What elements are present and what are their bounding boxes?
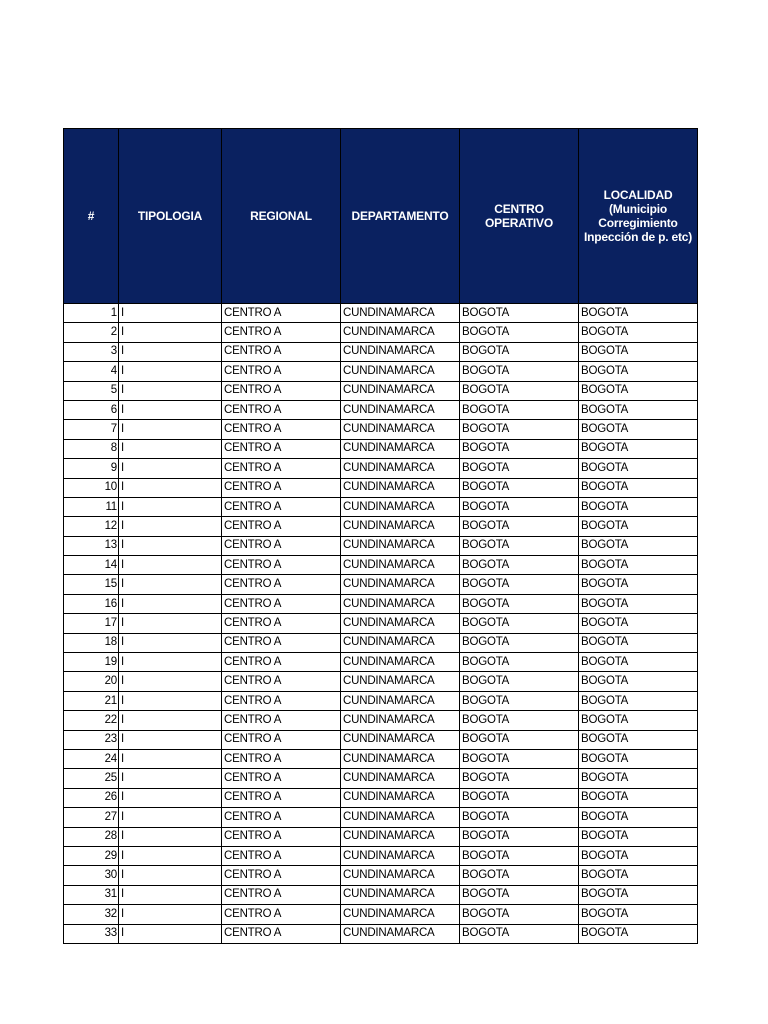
cell-num: 27 bbox=[64, 808, 119, 827]
cell-localidad: BOGOTA bbox=[579, 614, 698, 633]
cell-num: 32 bbox=[64, 905, 119, 924]
cell-tipologia: I bbox=[119, 691, 222, 710]
cell-centro-operativo: BOGOTA bbox=[460, 304, 579, 323]
cell-tipologia: I bbox=[119, 711, 222, 730]
cell-localidad: BOGOTA bbox=[579, 420, 698, 439]
cell-num: 29 bbox=[64, 846, 119, 865]
cell-departamento: CUNDINAMARCA bbox=[341, 439, 460, 458]
cell-departamento: CUNDINAMARCA bbox=[341, 556, 460, 575]
table-row bbox=[64, 575, 698, 594]
cell-regional: CENTRO A bbox=[222, 885, 341, 904]
table-body bbox=[64, 304, 698, 944]
cell-tipologia: I bbox=[119, 459, 222, 478]
table-row bbox=[64, 304, 698, 323]
cell-centro-operativo: BOGOTA bbox=[460, 769, 579, 788]
cell-departamento: CUNDINAMARCA bbox=[341, 381, 460, 400]
cell-regional: CENTRO A bbox=[222, 536, 341, 555]
cell-num: 14 bbox=[64, 556, 119, 575]
cell-localidad: BOGOTA bbox=[579, 808, 698, 827]
cell-localidad: BOGOTA bbox=[579, 304, 698, 323]
cell-num: 11 bbox=[64, 497, 119, 516]
cell-regional: CENTRO A bbox=[222, 653, 341, 672]
cell-centro-operativo: BOGOTA bbox=[460, 711, 579, 730]
table-header bbox=[64, 129, 698, 304]
cell-tipologia: I bbox=[119, 905, 222, 924]
cell-centro-operativo: BOGOTA bbox=[460, 866, 579, 885]
cell-regional: CENTRO A bbox=[222, 769, 341, 788]
cell-tipologia: I bbox=[119, 439, 222, 458]
table-row bbox=[64, 769, 698, 788]
cell-tipologia: I bbox=[119, 769, 222, 788]
cell-localidad: BOGOTA bbox=[579, 594, 698, 613]
cell-centro-operativo: BOGOTA bbox=[460, 497, 579, 516]
cell-tipologia: I bbox=[119, 478, 222, 497]
cell-departamento: CUNDINAMARCA bbox=[341, 594, 460, 613]
table-row bbox=[64, 730, 698, 749]
table-row bbox=[64, 478, 698, 497]
table-row bbox=[64, 672, 698, 691]
cell-departamento: CUNDINAMARCA bbox=[341, 885, 460, 904]
table-row bbox=[64, 827, 698, 846]
cell-regional: CENTRO A bbox=[222, 304, 341, 323]
cell-regional: CENTRO A bbox=[222, 575, 341, 594]
cell-num: 9 bbox=[64, 459, 119, 478]
cell-regional: CENTRO A bbox=[222, 730, 341, 749]
cell-tipologia: I bbox=[119, 381, 222, 400]
cell-localidad: BOGOTA bbox=[579, 885, 698, 904]
cell-localidad: BOGOTA bbox=[579, 788, 698, 807]
header-row bbox=[64, 129, 698, 304]
cell-centro-operativo: BOGOTA bbox=[460, 556, 579, 575]
table-row bbox=[64, 633, 698, 652]
cell-centro-operativo: BOGOTA bbox=[460, 594, 579, 613]
cell-centro-operativo: BOGOTA bbox=[460, 400, 579, 419]
header-centro-operativo: CENTRO OPERATIVO bbox=[460, 129, 579, 304]
cell-regional: CENTRO A bbox=[222, 594, 341, 613]
cell-num: 26 bbox=[64, 788, 119, 807]
cell-num: 25 bbox=[64, 769, 119, 788]
cell-regional: CENTRO A bbox=[222, 420, 341, 439]
cell-tipologia: I bbox=[119, 885, 222, 904]
cell-tipologia: I bbox=[119, 497, 222, 516]
cell-departamento: CUNDINAMARCA bbox=[341, 478, 460, 497]
table-row bbox=[64, 594, 698, 613]
cell-num: 31 bbox=[64, 885, 119, 904]
cell-localidad: BOGOTA bbox=[579, 672, 698, 691]
cell-localidad: BOGOTA bbox=[579, 478, 698, 497]
cell-tipologia: I bbox=[119, 517, 222, 536]
cell-tipologia: I bbox=[119, 788, 222, 807]
cell-tipologia: I bbox=[119, 924, 222, 943]
cell-departamento: CUNDINAMARCA bbox=[341, 827, 460, 846]
cell-localidad: BOGOTA bbox=[579, 362, 698, 381]
cell-regional: CENTRO A bbox=[222, 614, 341, 633]
cell-tipologia: I bbox=[119, 614, 222, 633]
cell-num: 15 bbox=[64, 575, 119, 594]
cell-departamento: CUNDINAMARCA bbox=[341, 653, 460, 672]
cell-tipologia: I bbox=[119, 323, 222, 342]
cell-departamento: CUNDINAMARCA bbox=[341, 633, 460, 652]
header-num: # bbox=[64, 129, 119, 304]
cell-regional: CENTRO A bbox=[222, 323, 341, 342]
cell-num: 6 bbox=[64, 400, 119, 419]
cell-localidad: BOGOTA bbox=[579, 653, 698, 672]
table-row bbox=[64, 439, 698, 458]
cell-localidad: BOGOTA bbox=[579, 846, 698, 865]
cell-centro-operativo: BOGOTA bbox=[460, 381, 579, 400]
cell-centro-operativo: BOGOTA bbox=[460, 342, 579, 361]
cell-regional: CENTRO A bbox=[222, 672, 341, 691]
cell-tipologia: I bbox=[119, 594, 222, 613]
table-row bbox=[64, 905, 698, 924]
cell-num: 20 bbox=[64, 672, 119, 691]
cell-tipologia: I bbox=[119, 730, 222, 749]
cell-centro-operativo: BOGOTA bbox=[460, 653, 579, 672]
cell-num: 33 bbox=[64, 924, 119, 943]
cell-num: 5 bbox=[64, 381, 119, 400]
cell-centro-operativo: BOGOTA bbox=[460, 788, 579, 807]
cell-num: 1 bbox=[64, 304, 119, 323]
cell-tipologia: I bbox=[119, 420, 222, 439]
table-row bbox=[64, 808, 698, 827]
cell-num: 13 bbox=[64, 536, 119, 555]
cell-num: 10 bbox=[64, 478, 119, 497]
cell-tipologia: I bbox=[119, 575, 222, 594]
cell-num: 8 bbox=[64, 439, 119, 458]
cell-departamento: CUNDINAMARCA bbox=[341, 323, 460, 342]
cell-tipologia: I bbox=[119, 536, 222, 555]
cell-departamento: CUNDINAMARCA bbox=[341, 575, 460, 594]
cell-departamento: CUNDINAMARCA bbox=[341, 749, 460, 768]
cell-centro-operativo: BOGOTA bbox=[460, 459, 579, 478]
cell-localidad: BOGOTA bbox=[579, 439, 698, 458]
cell-tipologia: I bbox=[119, 749, 222, 768]
table-row bbox=[64, 459, 698, 478]
cell-localidad: BOGOTA bbox=[579, 459, 698, 478]
cell-centro-operativo: BOGOTA bbox=[460, 517, 579, 536]
cell-num: 16 bbox=[64, 594, 119, 613]
cell-regional: CENTRO A bbox=[222, 788, 341, 807]
cell-centro-operativo: BOGOTA bbox=[460, 846, 579, 865]
cell-num: 17 bbox=[64, 614, 119, 633]
cell-tipologia: I bbox=[119, 808, 222, 827]
cell-num: 22 bbox=[64, 711, 119, 730]
cell-localidad: BOGOTA bbox=[579, 924, 698, 943]
table-row bbox=[64, 614, 698, 633]
cell-num: 7 bbox=[64, 420, 119, 439]
cell-num: 12 bbox=[64, 517, 119, 536]
cell-num: 30 bbox=[64, 866, 119, 885]
cell-departamento: CUNDINAMARCA bbox=[341, 536, 460, 555]
cell-tipologia: I bbox=[119, 304, 222, 323]
table-row bbox=[64, 711, 698, 730]
table-row bbox=[64, 342, 698, 361]
cell-tipologia: I bbox=[119, 556, 222, 575]
cell-centro-operativo: BOGOTA bbox=[460, 439, 579, 458]
cell-localidad: BOGOTA bbox=[579, 905, 698, 924]
cell-centro-operativo: BOGOTA bbox=[460, 614, 579, 633]
cell-localidad: BOGOTA bbox=[579, 633, 698, 652]
cell-num: 3 bbox=[64, 342, 119, 361]
cell-departamento: CUNDINAMARCA bbox=[341, 614, 460, 633]
cell-localidad: BOGOTA bbox=[579, 575, 698, 594]
table-row bbox=[64, 381, 698, 400]
cell-centro-operativo: BOGOTA bbox=[460, 478, 579, 497]
cell-tipologia: I bbox=[119, 653, 222, 672]
header-localidad: LOCALIDAD (Municipio Corregimiento Inpección de p. etc) bbox=[579, 129, 698, 304]
cell-departamento: CUNDINAMARCA bbox=[341, 672, 460, 691]
cell-num: 28 bbox=[64, 827, 119, 846]
cell-centro-operativo: BOGOTA bbox=[460, 575, 579, 594]
cell-tipologia: I bbox=[119, 866, 222, 885]
cell-centro-operativo: BOGOTA bbox=[460, 905, 579, 924]
header-tipologia: TIPOLOGIA bbox=[119, 129, 222, 304]
cell-centro-operativo: BOGOTA bbox=[460, 691, 579, 710]
cell-centro-operativo: BOGOTA bbox=[460, 536, 579, 555]
table-row bbox=[64, 400, 698, 419]
table-row bbox=[64, 924, 698, 943]
cell-departamento: CUNDINAMARCA bbox=[341, 769, 460, 788]
cell-regional: CENTRO A bbox=[222, 749, 341, 768]
cell-num: 19 bbox=[64, 653, 119, 672]
cell-localidad: BOGOTA bbox=[579, 381, 698, 400]
cell-localidad: BOGOTA bbox=[579, 691, 698, 710]
table-row bbox=[64, 517, 698, 536]
cell-regional: CENTRO A bbox=[222, 924, 341, 943]
cell-centro-operativo: BOGOTA bbox=[460, 420, 579, 439]
cell-localidad: BOGOTA bbox=[579, 556, 698, 575]
table-row bbox=[64, 653, 698, 672]
data-table bbox=[63, 128, 698, 944]
cell-centro-operativo: BOGOTA bbox=[460, 323, 579, 342]
cell-departamento: CUNDINAMARCA bbox=[341, 362, 460, 381]
cell-regional: CENTRO A bbox=[222, 691, 341, 710]
cell-regional: CENTRO A bbox=[222, 342, 341, 361]
cell-centro-operativo: BOGOTA bbox=[460, 808, 579, 827]
cell-regional: CENTRO A bbox=[222, 439, 341, 458]
cell-centro-operativo: BOGOTA bbox=[460, 749, 579, 768]
cell-departamento: CUNDINAMARCA bbox=[341, 304, 460, 323]
cell-localidad: BOGOTA bbox=[579, 323, 698, 342]
cell-regional: CENTRO A bbox=[222, 381, 341, 400]
cell-num: 18 bbox=[64, 633, 119, 652]
cell-tipologia: I bbox=[119, 827, 222, 846]
cell-tipologia: I bbox=[119, 672, 222, 691]
cell-departamento: CUNDINAMARCA bbox=[341, 342, 460, 361]
cell-num: 24 bbox=[64, 749, 119, 768]
cell-localidad: BOGOTA bbox=[579, 866, 698, 885]
cell-centro-operativo: BOGOTA bbox=[460, 924, 579, 943]
cell-departamento: CUNDINAMARCA bbox=[341, 808, 460, 827]
table-row bbox=[64, 788, 698, 807]
header-regional: REGIONAL bbox=[222, 129, 341, 304]
cell-centro-operativo: BOGOTA bbox=[460, 885, 579, 904]
cell-centro-operativo: BOGOTA bbox=[460, 827, 579, 846]
cell-regional: CENTRO A bbox=[222, 478, 341, 497]
table-row bbox=[64, 866, 698, 885]
cell-departamento: CUNDINAMARCA bbox=[341, 497, 460, 516]
cell-centro-operativo: BOGOTA bbox=[460, 362, 579, 381]
cell-localidad: BOGOTA bbox=[579, 517, 698, 536]
cell-tipologia: I bbox=[119, 633, 222, 652]
cell-regional: CENTRO A bbox=[222, 866, 341, 885]
table-row bbox=[64, 691, 698, 710]
cell-localidad: BOGOTA bbox=[579, 342, 698, 361]
header-departamento: DEPARTAMENTO bbox=[341, 129, 460, 304]
cell-departamento: CUNDINAMARCA bbox=[341, 905, 460, 924]
cell-regional: CENTRO A bbox=[222, 827, 341, 846]
cell-departamento: CUNDINAMARCA bbox=[341, 691, 460, 710]
table-row bbox=[64, 420, 698, 439]
cell-tipologia: I bbox=[119, 342, 222, 361]
cell-regional: CENTRO A bbox=[222, 362, 341, 381]
cell-localidad: BOGOTA bbox=[579, 711, 698, 730]
cell-tipologia: I bbox=[119, 400, 222, 419]
table-row bbox=[64, 885, 698, 904]
cell-regional: CENTRO A bbox=[222, 497, 341, 516]
cell-regional: CENTRO A bbox=[222, 808, 341, 827]
cell-departamento: CUNDINAMARCA bbox=[341, 924, 460, 943]
cell-num: 4 bbox=[64, 362, 119, 381]
table-row bbox=[64, 536, 698, 555]
cell-localidad: BOGOTA bbox=[579, 400, 698, 419]
cell-regional: CENTRO A bbox=[222, 846, 341, 865]
cell-localidad: BOGOTA bbox=[579, 497, 698, 516]
cell-departamento: CUNDINAMARCA bbox=[341, 866, 460, 885]
cell-regional: CENTRO A bbox=[222, 556, 341, 575]
table-row bbox=[64, 846, 698, 865]
cell-tipologia: I bbox=[119, 362, 222, 381]
cell-departamento: CUNDINAMARCA bbox=[341, 846, 460, 865]
cell-regional: CENTRO A bbox=[222, 711, 341, 730]
cell-departamento: CUNDINAMARCA bbox=[341, 400, 460, 419]
cell-regional: CENTRO A bbox=[222, 400, 341, 419]
table-row bbox=[64, 362, 698, 381]
cell-tipologia: I bbox=[119, 846, 222, 865]
cell-departamento: CUNDINAMARCA bbox=[341, 420, 460, 439]
table-row bbox=[64, 323, 698, 342]
cell-localidad: BOGOTA bbox=[579, 769, 698, 788]
cell-num: 23 bbox=[64, 730, 119, 749]
cell-departamento: CUNDINAMARCA bbox=[341, 788, 460, 807]
cell-departamento: CUNDINAMARCA bbox=[341, 517, 460, 536]
cell-regional: CENTRO A bbox=[222, 459, 341, 478]
cell-localidad: BOGOTA bbox=[579, 536, 698, 555]
cell-departamento: CUNDINAMARCA bbox=[341, 459, 460, 478]
cell-localidad: BOGOTA bbox=[579, 749, 698, 768]
cell-num: 21 bbox=[64, 691, 119, 710]
cell-regional: CENTRO A bbox=[222, 517, 341, 536]
table-row bbox=[64, 749, 698, 768]
table-row bbox=[64, 556, 698, 575]
table-row bbox=[64, 497, 698, 516]
cell-departamento: CUNDINAMARCA bbox=[341, 730, 460, 749]
cell-departamento: CUNDINAMARCA bbox=[341, 711, 460, 730]
cell-localidad: BOGOTA bbox=[579, 827, 698, 846]
cell-centro-operativo: BOGOTA bbox=[460, 672, 579, 691]
cell-regional: CENTRO A bbox=[222, 905, 341, 924]
cell-centro-operativo: BOGOTA bbox=[460, 633, 579, 652]
cell-localidad: BOGOTA bbox=[579, 730, 698, 749]
cell-regional: CENTRO A bbox=[222, 633, 341, 652]
cell-num: 2 bbox=[64, 323, 119, 342]
cell-centro-operativo: BOGOTA bbox=[460, 730, 579, 749]
